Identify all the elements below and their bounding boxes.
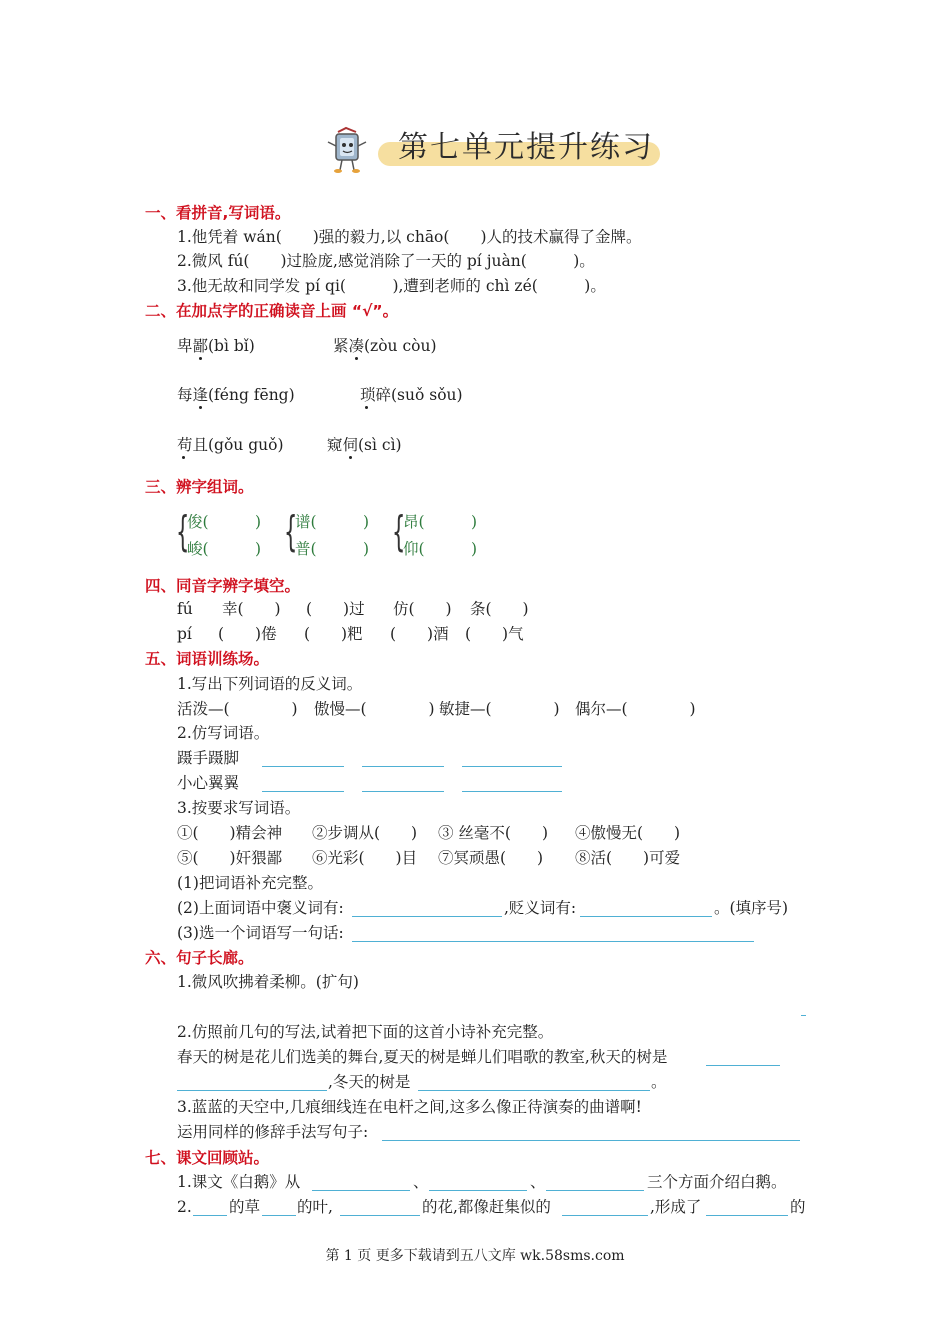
section-7-heading: 七、课文回顾站。 <box>145 1149 270 1167</box>
s5-antonym: 偶尔—( ) <box>575 700 696 718</box>
s5-sub2-label: (2)上面词语中褒义词有: <box>177 899 344 917</box>
blank-line[interactable] <box>801 1014 806 1016</box>
section-4-heading: 四、同音字辨字填空。 <box>145 577 301 595</box>
section-2-heading: 二、在加点字的正确读音上画 “√”。 <box>145 302 399 320</box>
section-5-heading: 五、词语训练场。 <box>145 650 270 668</box>
s4-pi-item: ( )倦 <box>218 625 277 643</box>
s7-q2-text: 的花,都像赶集似的 <box>422 1198 551 1216</box>
s5-idiom: ⑧活( )可爱 <box>575 849 681 867</box>
emphasis-dot <box>355 357 358 360</box>
s5-q2: 2.仿写词语。 <box>177 724 270 742</box>
s5-sub3-label: (3)选一个词语写一句话: <box>177 924 344 942</box>
blank-line[interactable] <box>312 1189 410 1191</box>
blank-line[interactable] <box>262 765 344 767</box>
s7-q2-text: ,形成了 <box>650 1198 702 1216</box>
s5-sub2-mid: ,贬义词有: <box>504 899 577 917</box>
s2-item-4: 琐碎(suǒ sǒu) <box>360 386 463 404</box>
blank-line[interactable] <box>340 1214 420 1216</box>
brace-icon: { <box>392 507 406 556</box>
s5-idiom: ③ 丝毫不( ) <box>438 824 549 842</box>
s6-poem: 春天的树是花儿们选美的舞台,夏天的树是蝉儿们唱歌的教室,秋天的树是 <box>177 1048 668 1066</box>
section-1-heading: 一、看拼音,写词语。 <box>145 204 291 222</box>
blank-line[interactable] <box>706 1064 780 1066</box>
s5-word-1: 蹑手蹑脚 <box>177 749 240 767</box>
s6-q3: 3.蓝蓝的天空中,几痕细线连在电杆之间,这多么像正待演奏的曲谱啊! <box>177 1098 642 1116</box>
s7-q2-text: 的叶, <box>297 1198 333 1216</box>
s5-sub1: (1)把词语补充完整。 <box>177 874 323 892</box>
s5-idiom: ⑤( )奸猥鄙 <box>177 849 283 867</box>
s4-fu-item: 幸( ) <box>222 600 281 618</box>
book-mascot-icon <box>322 124 370 174</box>
blank-line[interactable] <box>382 1139 800 1141</box>
blank-line[interactable] <box>706 1214 788 1216</box>
s7-q1-end: 三个方面介绍白鹅。 <box>647 1173 787 1191</box>
s7-q2-text: 的 <box>790 1198 806 1216</box>
s5-antonym: 傲慢—( ) <box>314 700 435 718</box>
s4-fu-item: 仿( ) <box>393 600 452 618</box>
blank-line[interactable] <box>462 790 562 792</box>
emphasis-dot <box>182 456 185 459</box>
s5-idiom: ④傲慢无( ) <box>575 824 681 842</box>
emphasis-dot <box>199 357 202 360</box>
s2-item-5: 苟且(gǒu guǒ) <box>177 436 284 454</box>
blank-line[interactable] <box>177 1089 327 1091</box>
s3-group2-a: 谱( ) <box>295 513 370 531</box>
blank-line[interactable] <box>462 765 562 767</box>
page-footer: 第 1 页 更多下载请到五八文库 wk.58sms.com <box>325 1248 625 1264</box>
blank-line[interactable] <box>193 1214 227 1216</box>
s5-antonym: 活泼—( ) <box>177 700 298 718</box>
blank-line[interactable] <box>352 915 502 917</box>
page-title: 第七单元提升练习 <box>398 130 654 165</box>
blank-line[interactable] <box>546 1189 644 1191</box>
s5-idiom: ⑦冥顽愚( ) <box>438 849 544 867</box>
s5-idiom: ①( )精会神 <box>177 824 283 842</box>
s5-antonym: 敏捷—( ) <box>439 700 560 718</box>
s2-item-3: 每逢(féng fēng) <box>177 386 295 404</box>
s4-pi-item: ( )酒 <box>390 625 449 643</box>
brace-icon: { <box>176 507 190 556</box>
blank-line[interactable] <box>562 1214 648 1216</box>
s3-group1-b: 峻( ) <box>187 540 262 558</box>
s1-line-3: 3.他无故和同学发 pí qi( ),遭到老师的 chì zé( )。 <box>177 277 606 295</box>
blank-line[interactable] <box>362 765 444 767</box>
emphasis-dot <box>199 406 202 409</box>
s7-sep: 、 <box>413 1173 429 1191</box>
s4-pi-item: ( )气 <box>465 625 524 643</box>
s4-pi-pinyin: pí <box>177 625 192 643</box>
s5-q1: 1.写出下列词语的反义词。 <box>177 675 363 693</box>
s4-fu-pinyin: fú <box>177 600 193 618</box>
s2-item-2: 紧凑(zòu còu) <box>333 337 437 355</box>
blank-line[interactable] <box>362 790 444 792</box>
section-6-heading: 六、句子长廊。 <box>145 949 254 967</box>
s7-q2-num: 2. <box>177 1198 192 1216</box>
s4-fu-item: 条( ) <box>470 600 529 618</box>
s2-item-6: 窥伺(sì cì) <box>327 436 402 454</box>
s3-group3-a: 昂( ) <box>403 513 478 531</box>
s5-idiom: ⑥光彩( )目 <box>312 849 418 867</box>
blank-line[interactable] <box>418 1089 650 1091</box>
s7-q1-start: 1.课文《白鹅》从 <box>177 1173 301 1191</box>
s6-q3-label: 运用同样的修辞手法写句子: <box>177 1123 369 1141</box>
blank-line[interactable] <box>352 940 754 942</box>
page-title-banner <box>378 126 660 170</box>
blank-line[interactable] <box>580 915 712 917</box>
s7-sep: 、 <box>530 1173 546 1191</box>
s6-q1: 1.微风吹拂着柔柳。(扩句) <box>177 973 359 991</box>
blank-line[interactable] <box>429 1189 527 1191</box>
s3-group3-b: 仰( ) <box>403 540 478 558</box>
s1-line-2: 2.微风 fú( )过脸庞,感觉消除了一天的 pí juàn( )。 <box>177 252 595 270</box>
s6-q2: 2.仿照前几句的写法,试着把下面的这首小诗补充完整。 <box>177 1023 554 1041</box>
s1-line-1: 1.他凭着 wán( )强的毅力,以 chāo( )人的技术赢得了金牌。 <box>177 228 642 246</box>
s3-group2-b: 普( ) <box>295 540 370 558</box>
s7-q2-text: 的草 <box>229 1198 261 1216</box>
s4-fu-item: ( )过 <box>306 600 365 618</box>
s6-end: 。 <box>651 1073 667 1091</box>
s5-idiom: ②步调从( ) <box>312 824 418 842</box>
s5-word-2: 小心翼翼 <box>177 774 240 792</box>
s2-item-1: 卑鄙(bì bǐ) <box>177 337 255 355</box>
brace-icon: { <box>284 507 298 556</box>
s6-winter: ,冬天的树是 <box>328 1073 411 1091</box>
emphasis-dot <box>349 456 352 459</box>
blank-line[interactable] <box>262 1214 296 1216</box>
s5-q3: 3.按要求写词语。 <box>177 799 301 817</box>
blank-line[interactable] <box>262 790 344 792</box>
s4-pi-item: ( )粑 <box>304 625 363 643</box>
emphasis-dot <box>365 406 368 409</box>
s3-group1-a: 俊( ) <box>187 513 262 531</box>
section-3-heading: 三、辨字组词。 <box>145 478 254 496</box>
s5-sub2-end: 。(填序号) <box>714 899 789 917</box>
